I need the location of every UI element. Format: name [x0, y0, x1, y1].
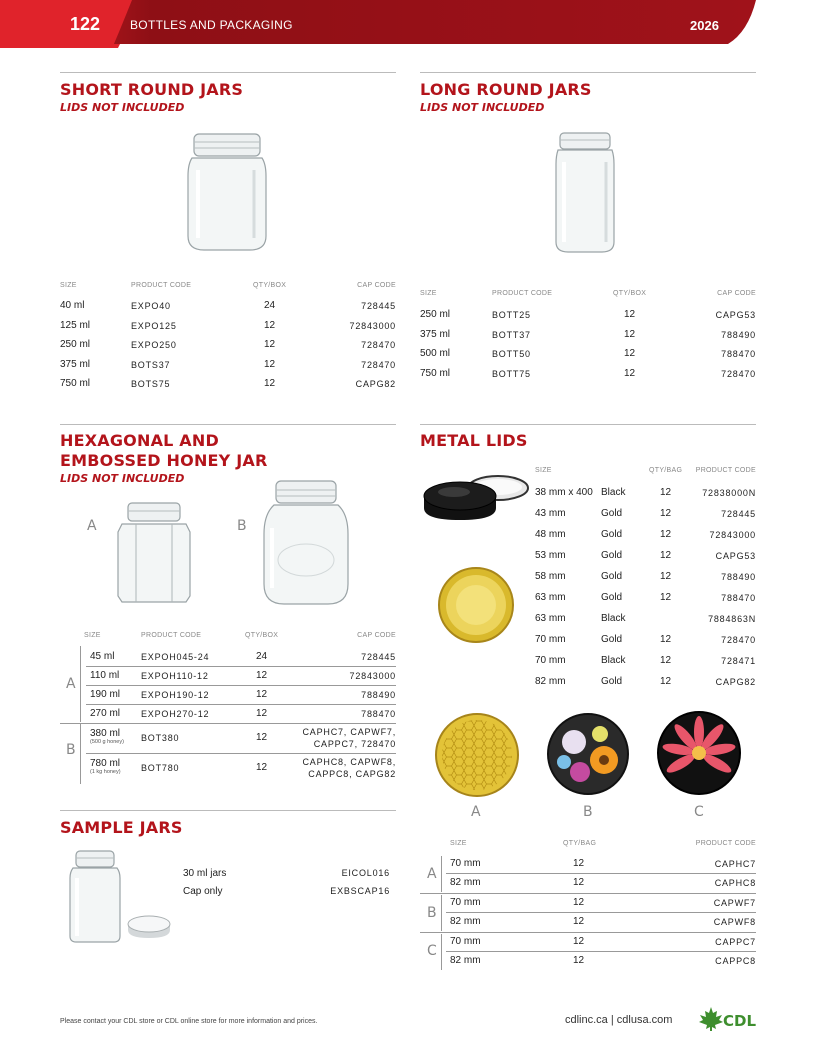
- long-round-header-qty: QTY/BOX: [613, 290, 647, 297]
- decor-lid-code: CAPHC8: [714, 878, 756, 888]
- metal-lid-qty: 12: [660, 592, 672, 603]
- short-round-code: EXPO40: [131, 301, 171, 311]
- metal-lid-code: 7884863N: [708, 614, 756, 624]
- long-round-size: 750 ml: [420, 367, 451, 379]
- short-round-header-size: SIZE: [60, 282, 77, 289]
- decor-lid-qty: 12: [573, 936, 585, 947]
- metal-lid-code: 72838000N: [702, 488, 756, 498]
- long-round-header-cap: CAP CODE: [717, 290, 756, 297]
- hex-b-size-value: 780 ml: [90, 758, 121, 769]
- sample-row-2-code: EXBSCAP16: [330, 886, 390, 896]
- long-round-qty: 12: [624, 348, 636, 359]
- decor-lid-code: CAPPC7: [715, 937, 756, 947]
- metal-lid-color: Black: [601, 613, 626, 624]
- metal-lid-qty: 12: [660, 676, 672, 687]
- pink-flower-lid-image: [656, 710, 742, 796]
- long-round-cap: 788490: [721, 329, 756, 340]
- section-rule: [60, 72, 396, 73]
- decor-group-c-bracket: [441, 934, 442, 970]
- short-round-cap: CAPG82: [355, 379, 396, 389]
- hex-b-size: [90, 758, 121, 775]
- hex-row-qty: 12: [256, 689, 268, 700]
- wildflower-lid-image: [546, 712, 630, 796]
- section-title: BOTTLES AND PACKAGING: [130, 18, 293, 32]
- footer-websites[interactable]: cdlinc.ca | cdlusa.com: [565, 1014, 673, 1026]
- hex-row-code: EXPOH110-12: [141, 671, 209, 681]
- long-round-code: BOTT37: [492, 329, 531, 340]
- long-round-header-code: PRODUCT CODE: [492, 290, 553, 297]
- short-round-header-cap: CAP CODE: [357, 282, 396, 289]
- long-round-code: BOTT25: [492, 310, 531, 320]
- decor-group-c-label: C: [427, 943, 437, 959]
- decor-lid-size: 82 mm: [450, 877, 481, 888]
- metal-lid-qty: 12: [660, 571, 672, 582]
- metal-lid-size: 82 mm: [535, 676, 566, 687]
- sample-row-1-desc: 30 ml jars: [183, 868, 227, 879]
- metal-lid-code: CAPG53: [715, 551, 756, 561]
- hex-group-a-bracket: [80, 646, 81, 722]
- metal-lid-color: Gold: [601, 550, 623, 561]
- long-round-size: 500 ml: [420, 348, 451, 359]
- short-round-cap: 728470: [361, 340, 396, 350]
- hex-row-divider: [86, 704, 396, 705]
- decor-lid-size: 82 mm: [450, 916, 481, 927]
- hex-row-divider: [86, 753, 396, 754]
- hex-header-code: PRODUCT CODE: [141, 632, 202, 639]
- short-round-title: SHORT ROUND JARS: [60, 80, 244, 99]
- hexagonal-title-line1: HEXAGONAL AND: [60, 431, 219, 450]
- short-round-size: 125 ml: [60, 319, 91, 331]
- section-rule: [420, 72, 756, 73]
- short-round-cap: 728470: [361, 359, 396, 370]
- decor-lids-header-size: SIZE: [450, 840, 467, 847]
- hex-header-qty: QTY/BOX: [245, 632, 279, 639]
- black-lid-image: [420, 470, 532, 526]
- metal-lid-code: CAPG82: [715, 677, 756, 687]
- metal-lid-color: Gold: [601, 592, 623, 603]
- decor-lid-code: CAPWF8: [713, 917, 756, 927]
- hex-b-qty: 12: [256, 762, 268, 773]
- hex-row-cap: 788470: [361, 709, 396, 719]
- short-round-jar-image: [182, 130, 272, 256]
- decor-lid-qty: 12: [573, 858, 585, 869]
- short-round-cap: 728445: [361, 301, 396, 311]
- short-round-size: 40 ml: [60, 300, 85, 311]
- metal-lids-header-size: SIZE: [535, 467, 552, 474]
- metal-lid-size: 70 mm: [535, 634, 566, 645]
- hex-row-size: 190 ml: [90, 689, 121, 700]
- long-round-size: 250 ml: [420, 309, 451, 320]
- hex-row-size: 45 ml: [90, 651, 115, 662]
- decor-lids-header-qty: QTY/BAG: [563, 840, 597, 847]
- metal-lids-header-qty: QTY/BAG: [649, 467, 683, 474]
- metal-lid-size: 53 mm: [535, 550, 566, 561]
- metal-lids-header-code: PRODUCT CODE: [695, 467, 756, 474]
- decor-group-divider: [420, 893, 756, 894]
- decor-lid-code: CAPHC7: [714, 859, 756, 869]
- hex-group-a-label: A: [66, 676, 76, 692]
- metal-lid-code: 788490: [721, 572, 756, 582]
- metal-lid-code: 788470: [721, 593, 756, 603]
- decor-lid-size: 70 mm: [450, 858, 481, 869]
- long-round-title: LONG ROUND JARS: [420, 80, 592, 99]
- hexagonal-title-line2: EMBOSSED HONEY JAR: [60, 451, 268, 470]
- decor-row-divider: [446, 951, 756, 952]
- decor-lid-qty: 12: [573, 916, 585, 927]
- hex-b-qty: 12: [256, 732, 268, 743]
- decor-group-a-bracket: [441, 856, 442, 892]
- short-round-header-qty: QTY/BOX: [253, 282, 287, 289]
- short-round-qty: 12: [264, 319, 276, 331]
- hex-row-divider: [86, 685, 396, 686]
- hexagonal-jar-image: [114, 500, 194, 606]
- decor-lid-qty: 12: [573, 955, 585, 966]
- hex-b-size-note: (1 kg honey): [90, 769, 121, 775]
- short-round-code: EXPO125: [131, 320, 177, 331]
- hex-b-size: [90, 728, 124, 745]
- decor-lid-size: 82 mm: [450, 955, 481, 966]
- hex-b-cap-2: CAPPC8, CAPG82: [308, 769, 396, 779]
- page-header: [0, 0, 816, 48]
- sample-row-1-code: EICOL016: [341, 868, 390, 878]
- metal-lid-size: 38 mm x 400: [535, 487, 593, 498]
- long-round-qty: 12: [624, 367, 636, 379]
- section-rule: [60, 424, 396, 425]
- hex-row-qty: 12: [256, 708, 268, 719]
- decor-group-b-bracket: [441, 895, 442, 931]
- metal-lid-code: 72843000: [709, 530, 756, 540]
- metal-lid-size: 43 mm: [535, 508, 566, 519]
- decor-row-divider: [446, 912, 756, 913]
- decor-group-a-label: A: [427, 866, 437, 882]
- long-round-size: 375 ml: [420, 328, 451, 340]
- short-round-subtitle: LIDS NOT INCLUDED: [60, 101, 185, 114]
- metal-lid-color: Black: [601, 487, 626, 498]
- section-rule: [420, 424, 756, 425]
- decor-lid-code: CAPWF7: [713, 898, 756, 908]
- short-round-qty: 24: [264, 300, 276, 311]
- metal-lid-qty: 12: [660, 529, 672, 540]
- hex-jar-label-b: B: [237, 518, 247, 534]
- short-round-size: 750 ml: [60, 378, 91, 389]
- hex-b-code: BOT380: [141, 733, 180, 743]
- gold-lid-image: [436, 566, 516, 644]
- metal-lid-qty: 12: [660, 487, 672, 498]
- short-round-code: EXPO250: [131, 340, 177, 350]
- decor-lid-qty: 12: [573, 897, 585, 908]
- hex-row-code: EXPOH190-12: [141, 690, 210, 700]
- hex-row-cap: 72843000: [349, 671, 396, 681]
- hex-header-cap: CAP CODE: [357, 632, 396, 639]
- hex-b-size-value: 380 ml: [90, 728, 121, 739]
- short-round-size: 375 ml: [60, 358, 91, 370]
- decor-row-divider: [446, 873, 756, 874]
- short-round-header-code: PRODUCT CODE: [131, 282, 192, 289]
- metal-lid-color: Black: [601, 655, 626, 666]
- short-round-qty: 12: [264, 339, 276, 350]
- metal-lid-qty: 12: [660, 550, 672, 561]
- long-round-jar-image: [552, 130, 618, 256]
- long-round-qty: 12: [624, 328, 636, 340]
- long-round-code: BOTT75: [492, 368, 531, 379]
- metal-lid-qty: 12: [660, 508, 672, 519]
- sample-cap-image: [126, 914, 172, 940]
- decor-lid-label-b: B: [583, 804, 593, 820]
- metal-lid-size: 58 mm: [535, 571, 566, 582]
- metal-lid-size: 63 mm: [535, 613, 566, 624]
- metal-lid-color: Gold: [601, 676, 623, 687]
- hex-row-qty: 12: [256, 670, 268, 681]
- page-number: 122: [70, 14, 101, 34]
- hex-row-size: 270 ml: [90, 708, 121, 719]
- metal-lids-title: METAL LIDS: [420, 431, 528, 450]
- hex-row-code: EXPOH045-24: [141, 652, 210, 662]
- metal-lid-color: Gold: [601, 529, 623, 540]
- decor-lid-code: CAPPC8: [715, 956, 756, 966]
- decor-lid-size: 70 mm: [450, 936, 481, 947]
- honeycomb-lid-image: [434, 712, 520, 798]
- metal-lid-size: 63 mm: [535, 592, 566, 603]
- decor-lid-size: 70 mm: [450, 897, 481, 908]
- hex-b-cap-2: CAPPC7, 728470: [313, 739, 396, 749]
- long-round-header-size: SIZE: [420, 290, 437, 297]
- long-round-cap: 728470: [721, 368, 756, 379]
- hex-row-code: EXPOH270-12: [141, 709, 210, 719]
- decor-group-divider: [420, 932, 756, 933]
- hexagonal-subtitle: LIDS NOT INCLUDED: [60, 472, 185, 485]
- hex-header-size: SIZE: [84, 632, 101, 639]
- long-round-cap: 788470: [721, 349, 756, 359]
- embossed-honey-jar-image: [260, 478, 352, 608]
- hex-b-size-note: (500 g honey): [90, 739, 124, 745]
- catalog-year: 2026: [690, 18, 719, 33]
- long-round-subtitle: LIDS NOT INCLUDED: [420, 101, 545, 114]
- short-round-cap: 72843000: [349, 320, 396, 331]
- hex-row-cap: 788490: [361, 690, 396, 700]
- hex-row-divider: [86, 666, 396, 667]
- short-round-qty: 12: [264, 378, 276, 389]
- hex-b-cap-1: CAPHC8, CAPWF8,: [302, 757, 396, 767]
- sample-jar-image: [68, 848, 122, 946]
- sample-row-2-desc: Cap only: [183, 886, 223, 897]
- hex-b-cap-1: CAPHC7, CAPWF7,: [302, 727, 396, 737]
- decor-lid-qty: 12: [573, 877, 585, 888]
- metal-lid-code: 728445: [721, 509, 756, 519]
- metal-lid-color: Gold: [601, 634, 623, 645]
- sample-jars-title: SAMPLE JARS: [60, 818, 183, 837]
- metal-lid-color: Gold: [601, 571, 623, 582]
- short-round-size: 250 ml: [60, 339, 91, 350]
- maple-leaf-icon: [698, 1006, 724, 1032]
- metal-lid-code: 728471: [721, 656, 756, 666]
- long-round-qty: 12: [624, 309, 636, 320]
- decor-group-b-label: B: [427, 905, 437, 921]
- hex-row-size: 110 ml: [90, 670, 120, 681]
- metal-lid-color: Gold: [601, 508, 623, 519]
- section-rule: [60, 810, 396, 811]
- hex-row-qty: 24: [256, 651, 268, 662]
- hex-row-cap: 728445: [361, 652, 396, 662]
- long-round-cap: CAPG53: [715, 310, 756, 320]
- hex-jar-label-a: A: [87, 518, 97, 534]
- hex-group-b-bracket: [80, 724, 81, 784]
- cdl-logo: CDL: [723, 1012, 757, 1030]
- metal-lid-qty: 12: [660, 655, 672, 666]
- metal-lid-size: 48 mm: [535, 529, 566, 540]
- footer-note: Please contact your CDL store or CDL online store for more information and prices.: [60, 1018, 318, 1025]
- metal-lid-qty: 12: [660, 634, 672, 645]
- metal-lid-code: 728470: [721, 635, 756, 645]
- short-round-code: BOTS75: [131, 379, 171, 389]
- decor-lids-header-code: PRODUCT CODE: [695, 840, 756, 847]
- hex-b-code: BOT780: [141, 763, 180, 773]
- hex-group-divider: [60, 723, 396, 724]
- short-round-qty: 12: [264, 358, 276, 370]
- decor-lid-label-a: A: [471, 804, 481, 820]
- metal-lid-size: 70 mm: [535, 655, 566, 666]
- long-round-code: BOTT50: [492, 349, 531, 359]
- decor-lid-label-c: C: [694, 804, 704, 820]
- hex-group-b-label: B: [66, 742, 76, 758]
- short-round-code: BOTS37: [131, 359, 171, 370]
